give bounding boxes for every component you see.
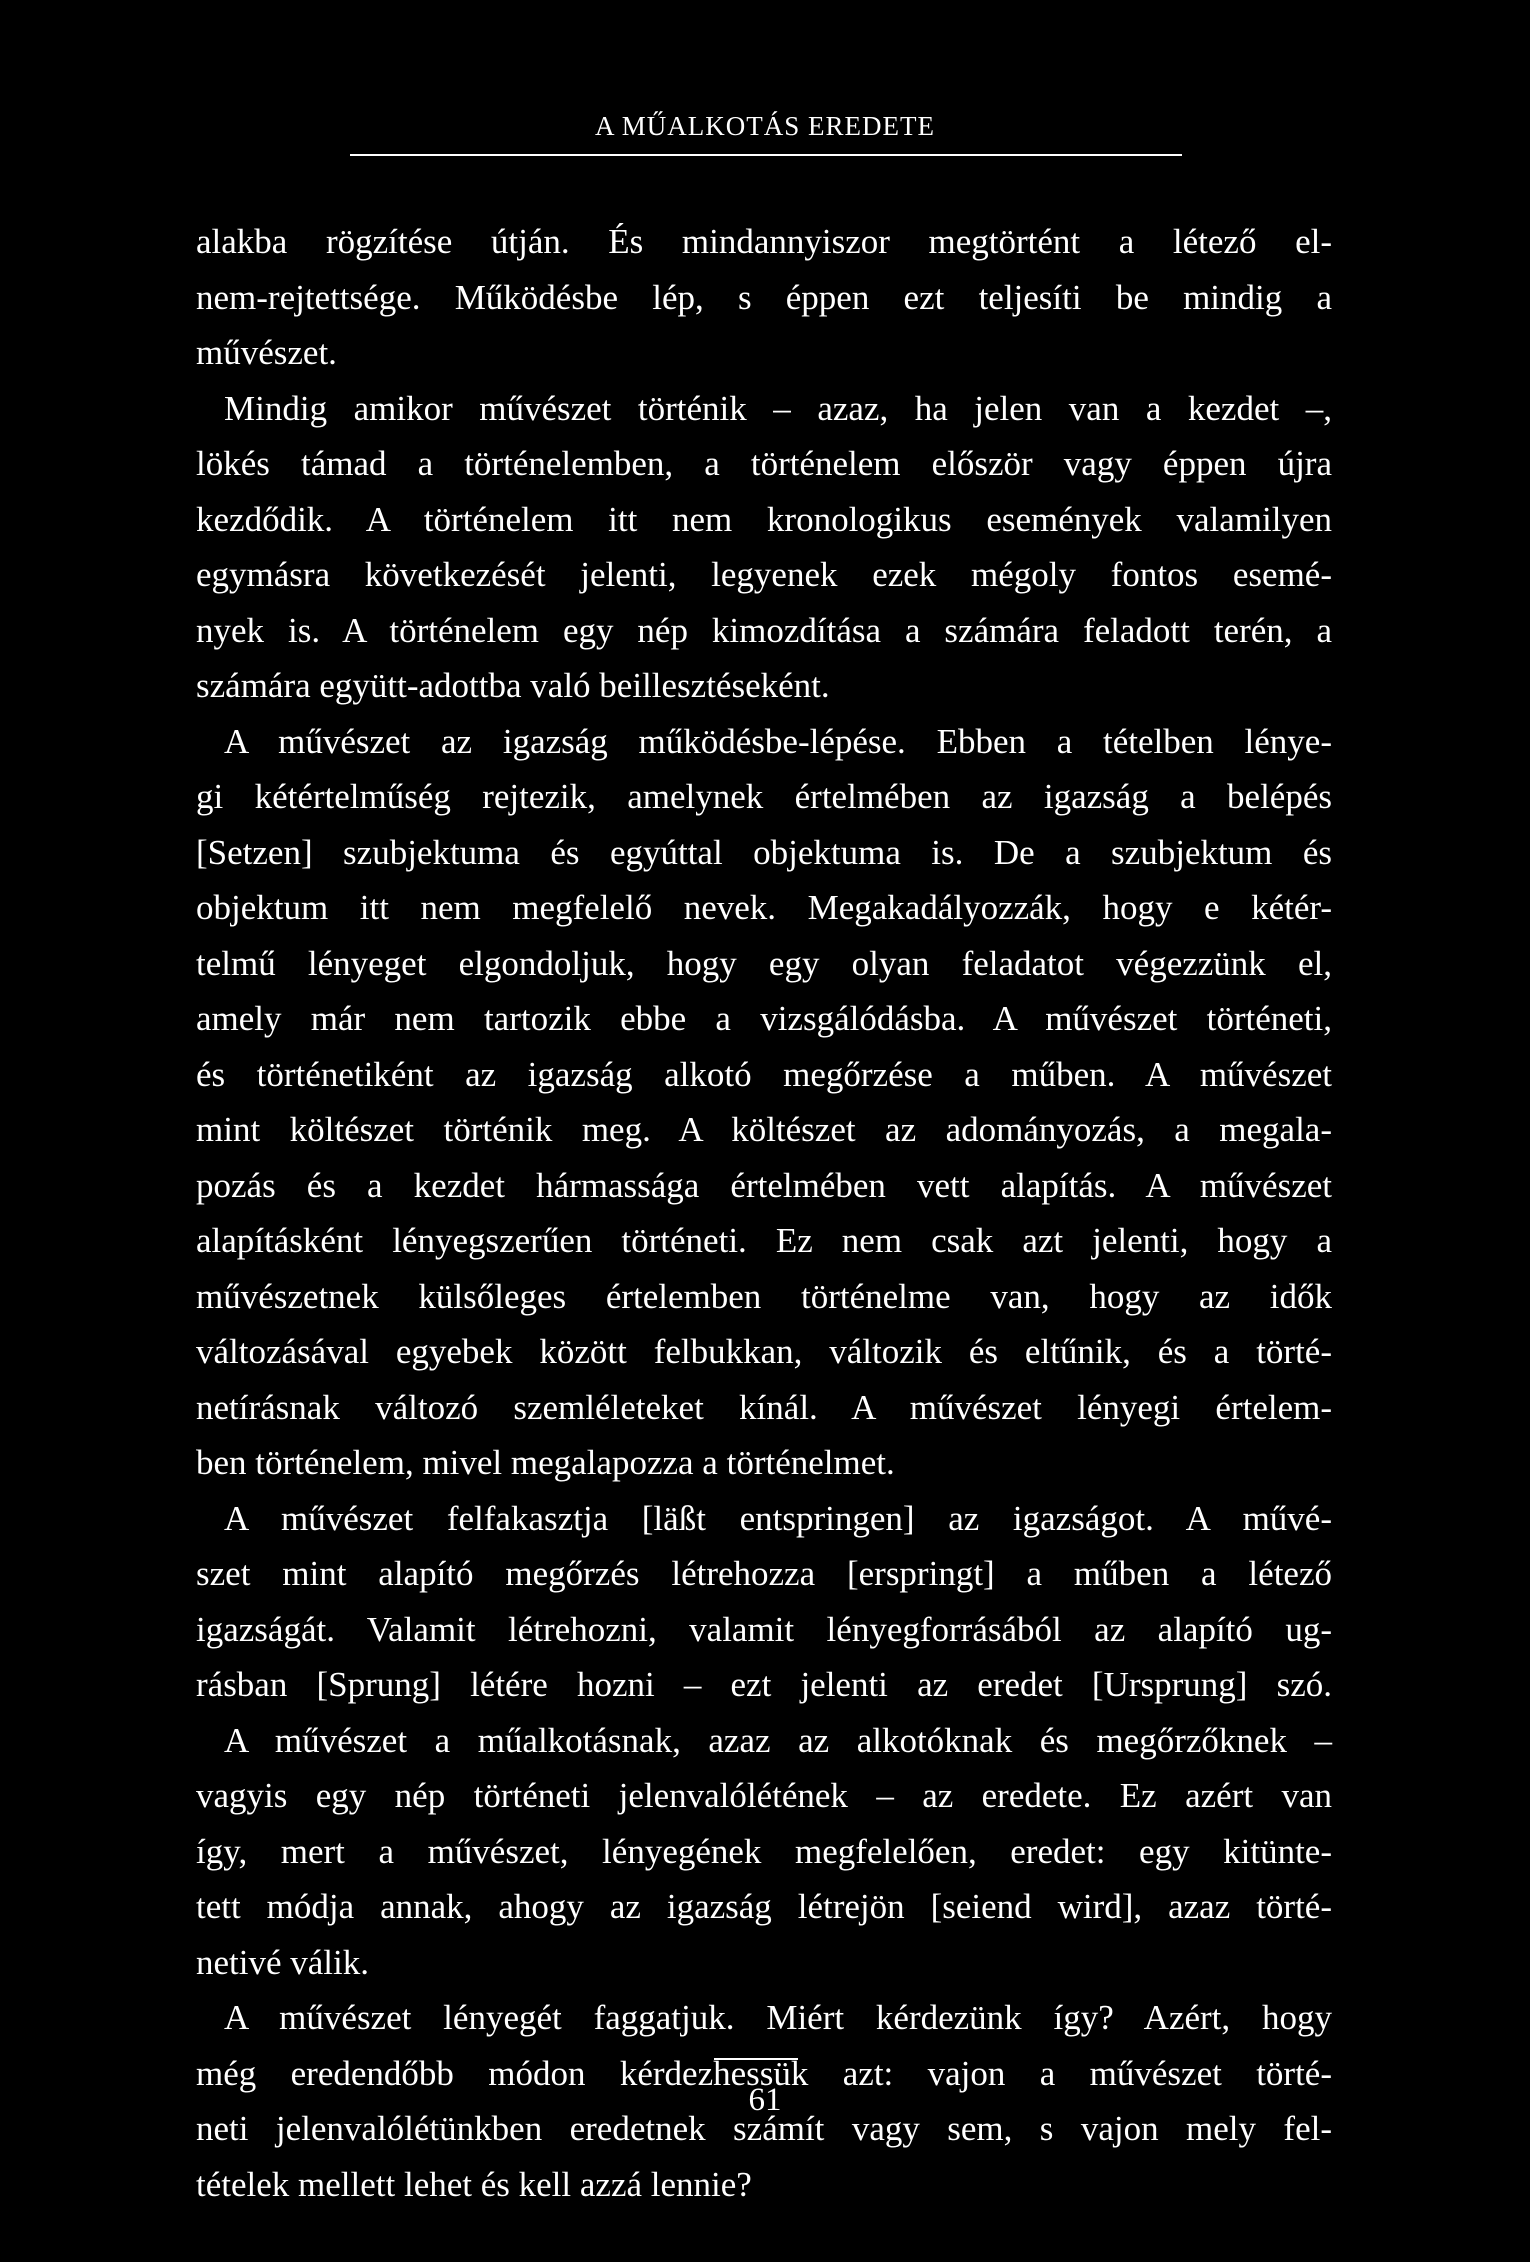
footer-rule [714,2058,798,2060]
text-line: szet mint alapító megőrzés létrehozza [erspringt] a műben a létező [196,1554,1332,1593]
text-line: nyek is. A történelem egy nép kimozdítása a számára feladott terén, a [196,610,1332,650]
running-head: A MŰALKOTÁS EREDETE [595,111,935,141]
text-line: alakba rögzítése útján. És mindannyiszor megtörtént a létező el- [196,222,1332,261]
text-line: A művészet felfakasztja [läßt entspringen] az igazságot. A művé- [224,1498,1332,1538]
text-line: pozás és a kezdet hármassága értelmében vett alapítás. A művészet [196,1165,1332,1205]
text-line: számára együtt-adottba való beillesztéseként. [196,666,830,705]
text-line: változásával egyebek között felbukkan, változik és eltűnik, és a törté- [196,1332,1332,1371]
text-line: lökés támad a történelemben, a történelem először vagy éppen újra [196,444,1332,483]
text-line: mint költészet történik meg. A költészet az adományozás, a megala- [196,1110,1332,1149]
text-line: A művészet a műalkotásnak, azaz az alkotóknak és megőrzőknek – [224,1720,1332,1760]
text-line: kezdődik. A történelem itt nem kronologikus események valamilyen [196,499,1332,539]
text-line: netírásnak változó szemléleteket kínál. A művészet lényegi értelem- [196,1387,1332,1427]
text-line: tételek mellett lehet és kell azzá lennie? [196,2164,752,2204]
text-line: egymásra következését jelenti, legyenek ezek mégoly fontos esemé- [196,555,1332,594]
body-text [196,214,1332,2212]
text-line: így, mert a művészet, lényegének megfelelően, eredet: egy kitünte- [196,1831,1332,1871]
text-line: még eredendőbb módon kérdezhessük azt: vajon a művészet törté- [196,2053,1332,2093]
text-line: [Setzen] szubjektuma és egyúttal objektuma is. De a szubjektum és [196,832,1332,872]
running-head-rule [350,154,1182,156]
text-line: netivé válik. [196,1942,370,1982]
text-line: alapításként lényegszerűen történeti. Ez nem csak azt jelenti, hogy a [196,1221,1332,1260]
text-line: ben történelem, mivel megalapozza a történelmet. [196,1443,895,1482]
text-line: rásban [Sprung] létére hozni – ezt jelenti az eredet [Ursprung] szó. [196,1665,1332,1704]
text-line: objektum itt nem megfelelő nevek. Megakadályozzák, hogy e kétér- [196,888,1332,927]
text-line: tett módja annak, ahogy az igazság létrejön [seiend wird], azaz törté- [196,1887,1332,1926]
text-line: A művészet az igazság működésbe-lépése. Ebben a tételben lénye- [224,721,1332,761]
text-line: amely már nem tartozik ebbe a vizsgálódásba. A művészet történeti, [196,999,1332,1038]
text-line: művészetnek külsőleges értelemben történelme van, hogy az idők [196,1276,1332,1316]
text-line: gi kétértelműség rejtezik, amelynek értelmében az igazság a belépés [196,777,1332,816]
text-line: igazságát. Valamit létrehozni, valamit lényegforrásából az alapító ug- [196,1609,1332,1649]
text-line: és történetiként az igazság alkotó megőrzése a műben. A művészet [196,1054,1332,1094]
text-line: telmű lényeget elgondoljuk, hogy egy olyan feladatot végezzünk el, [196,943,1332,983]
text-line: A művészet lényegét faggatjuk. Miért kérdezünk így? Azért, hogy [224,1998,1332,2037]
text-line: neti jelenvalólétünkben eredetnek számít vagy sem, s vajon mely fel- [196,2109,1332,2148]
text-line: vagyis egy nép történeti jelenvalólétének – az eredete. Ez azért van [196,1776,1332,1815]
text-line: nem-rejtettsége. Működésbe lép, s éppen ezt teljesíti be mindig a [196,277,1332,317]
text-line: művészet. [196,333,337,372]
text-line: Mindig amikor művészet történik – azaz, ha jelen van a kezdet –, [224,388,1332,428]
page-number: 61 [748,2082,782,2118]
